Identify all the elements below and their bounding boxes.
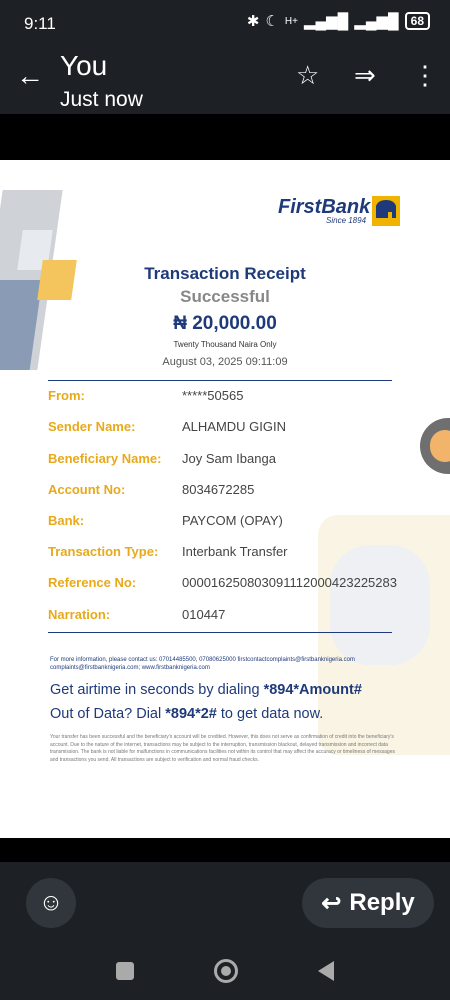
reply-label: Reply: [349, 889, 415, 916]
signal-icon: ▂▄▆█: [303, 13, 349, 30]
promo-airtime: [50, 682, 410, 698]
row-value: ALHAMDU GIGIN: [182, 419, 287, 434]
system-nav-bar: [0, 942, 450, 1000]
status-time: 9:11: [24, 14, 56, 33]
row-label: Bank:: [48, 513, 85, 528]
sender-title: You: [60, 50, 108, 81]
firstbank-logo: [278, 196, 400, 226]
fine-print: Your transfer has been successful and the beneficiary's account will be credited. However, this does not serve as confirmation of credit into the beneficiary's account. Due to the nature of the internet, transactions may be subject to the interruption, transmission blackout, delayed transmission and incorrect data transmission. The bank is not liable for malfunctions in communications facilities not within its control that may affect the accuracy or timeliness of messages and transactions you send. All transactions are subject to verification and normal fraud checks.: [50, 734, 395, 763]
detail-row: [48, 544, 428, 564]
row-label: Transaction Type:: [48, 544, 159, 559]
detail-row: [48, 607, 428, 627]
circle-icon[interactable]: [214, 959, 238, 983]
signal-label: H+: [284, 15, 298, 27]
promo-text: to get data now.: [216, 706, 324, 722]
arrow-left-icon[interactable]: ←: [16, 60, 44, 91]
forward-icon[interactable]: ⇒: [354, 60, 376, 90]
promo-text: Get airtime in seconds by dialing: [50, 682, 264, 698]
detail-row: [48, 451, 428, 471]
star-icon[interactable]: ☆: [296, 60, 320, 90]
triangle-back-icon[interactable]: [318, 961, 334, 981]
moon-icon: ☾: [265, 13, 279, 30]
row-label: Account No:: [48, 482, 126, 497]
row-value: 8034672285: [182, 482, 255, 497]
detail-row: [48, 575, 428, 595]
row-label: From:: [48, 388, 85, 403]
amount-in-words: Twenty Thousand Naira Only: [173, 340, 277, 349]
receipt-title: Transaction Receipt: [144, 264, 306, 283]
row-value: Joy Sam Ibanga: [182, 451, 276, 466]
logo-since: Since 1894: [326, 216, 367, 225]
status-bar: [0, 0, 450, 48]
detail-row: [48, 482, 428, 502]
detail-row: [48, 419, 428, 439]
promo-data: [50, 706, 410, 722]
row-label: Beneficiary Name:: [48, 451, 162, 466]
row-value: PAYCOM (OPAY): [182, 513, 283, 528]
promo-text: Out of Data? Dial: [50, 706, 166, 722]
receipt-amount: ₦ 20,000.00: [173, 313, 277, 334]
row-value: *****50565: [182, 388, 244, 403]
row-value: 000016250803091112000423225283: [182, 575, 397, 590]
battery-icon: 68: [405, 12, 430, 30]
sent-time: Just now: [60, 88, 143, 111]
row-label: Narration:: [48, 607, 111, 622]
divider: [48, 632, 392, 633]
receipt-date: August 03, 2025 09:11:09: [162, 356, 288, 368]
reply-button[interactable]: [302, 878, 434, 928]
detail-row: [48, 513, 428, 533]
floating-bubble-icon[interactable]: [430, 430, 450, 462]
reply-icon: ↩: [321, 889, 342, 917]
bluetooth-icon: ✱: [246, 13, 260, 30]
contact-info: For more information, please contact us: 07014485500, 07080625000 firstcontactcomplaints@firstbanknigeria.com complaints@firstbanknigeria.com; www.firstbanknigeria.com: [50, 657, 355, 671]
row-value: 010447: [182, 607, 226, 622]
row-label: Reference No:: [48, 575, 137, 590]
row-label: Sender Name:: [48, 419, 136, 434]
row-value: Interbank Transfer: [182, 544, 288, 559]
square-icon[interactable]: [116, 962, 134, 980]
more-vert-icon[interactable]: ⋮: [412, 60, 438, 90]
receipt-status: Successful: [180, 287, 270, 306]
detail-row: [48, 388, 428, 408]
ussd-code: *894*Amount#: [263, 682, 362, 698]
bottom-action-bar: [0, 862, 450, 942]
receipt-image[interactable]: [0, 160, 450, 838]
emoji-add-icon[interactable]: ☺: [26, 878, 76, 928]
app-bar: [0, 48, 450, 114]
ussd-code: *894*2#: [165, 706, 217, 722]
elephant-logo-icon: [372, 196, 400, 226]
signal-icon-2: ▂▄▆█: [354, 13, 399, 30]
status-icons: [247, 12, 430, 30]
divider: [48, 380, 392, 381]
logo-text: FirstBank: [278, 196, 371, 218]
